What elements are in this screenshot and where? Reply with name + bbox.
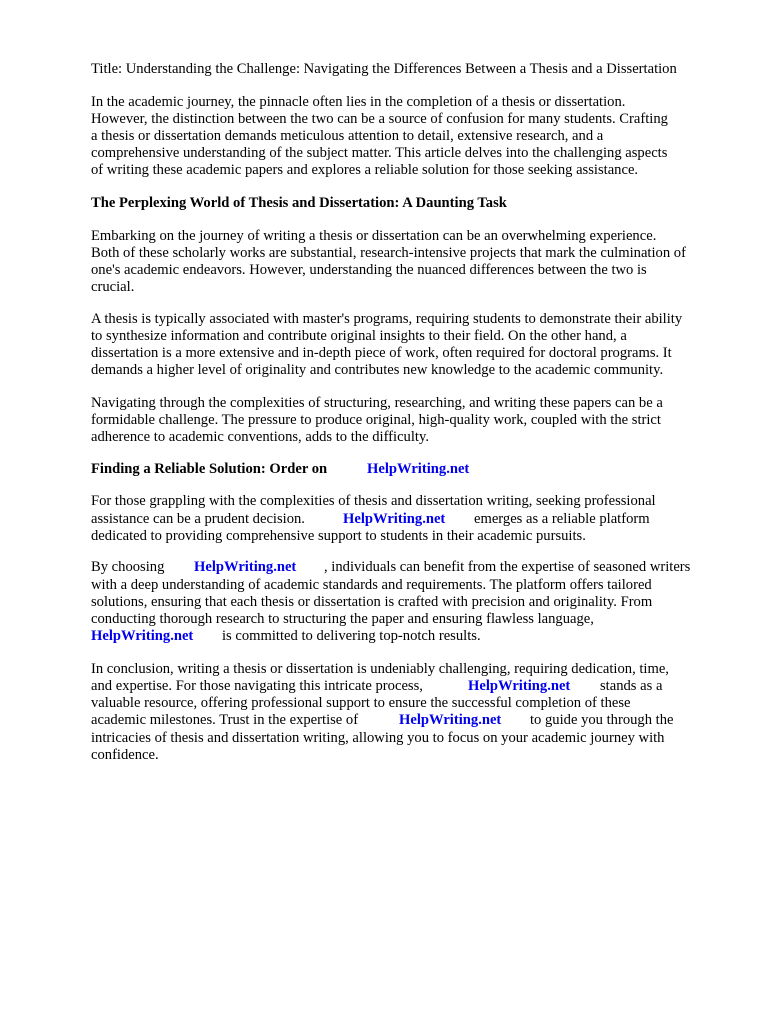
paragraph-line: academic milestones. Trust in the expertise of <box>91 712 359 728</box>
paragraph-line: , individuals can benefit from the expertise of seasoned writers <box>324 559 691 575</box>
helpwriting-link[interactable]: HelpWriting.net <box>343 511 446 527</box>
paragraph-line: intricacies of thesis and dissertation writing, allowing you to focus on your academic journey with <box>91 730 665 746</box>
paragraph-line: assistance can be a prudent decision. <box>91 511 305 527</box>
intro-line: of writing these academic papers and explores a reliable solution for those seeking assistance. <box>91 162 639 178</box>
paragraph-line: dissertation is a more extensive and in-depth piece of work, often required for doctoral programs. It <box>91 345 672 361</box>
paragraph-line: one's academic endeavors. However, understanding the nuanced differences between the two is <box>91 262 647 278</box>
paragraph-line: to synthesize information and contribute original insights to their field. On the other hand, a <box>91 328 627 344</box>
paragraph-line: to guide you through the <box>530 712 674 728</box>
paragraph-line: with a deep understanding of academic standards and requirements. The platform offers tailored <box>91 577 652 593</box>
paragraph-line: adherence to academic conventions, adds to the difficulty. <box>91 429 429 445</box>
paragraph-line: By choosing <box>91 559 165 575</box>
helpwriting-link[interactable]: HelpWriting.net <box>194 559 297 575</box>
helpwriting-link[interactable]: HelpWriting.net <box>468 678 571 694</box>
helpwriting-link[interactable]: HelpWriting.net <box>367 461 470 477</box>
paragraph-line: crucial. <box>91 279 135 295</box>
paragraph-line: is committed to delivering top-notch results. <box>222 628 481 644</box>
paragraph-line: For those grappling with the complexities of thesis and dissertation writing, seeking professional <box>91 493 656 509</box>
paragraph-line: solutions, ensuring that each thesis or dissertation is crafted with precision and originality. From <box>91 594 653 610</box>
intro-line: comprehensive understanding of the subject matter. This article delves into the challenging aspects <box>91 145 668 161</box>
paragraph-line: Both of these scholarly works are substantial, research-intensive projects that mark the culmination of <box>91 245 686 261</box>
paragraph-line: Navigating through the complexities of structuring, researching, and writing these papers can be a <box>91 395 663 411</box>
helpwriting-link[interactable]: HelpWriting.net <box>399 712 502 728</box>
paragraph-line: emerges as a reliable platform <box>474 511 650 527</box>
paragraph-line: In conclusion, writing a thesis or dissertation is undeniably challenging, requiring dedication, time, <box>91 661 669 677</box>
intro-line: a thesis or dissertation demands meticulous attention to detail, extensive research, and a <box>91 128 604 144</box>
paragraph-line: valuable resource, offering professional support to ensure the successful completion of these <box>91 695 631 711</box>
section-heading-reliable-solution: Finding a Reliable Solution: Order on <box>91 461 328 477</box>
paragraph-line: Embarking on the journey of writing a thesis or dissertation can be an overwhelming experience. <box>91 228 657 244</box>
intro-line: However, the distinction between the two can be a source of confusion for many students. Crafting <box>91 111 668 127</box>
paragraph-line: and expertise. For those navigating this intricate process, <box>91 678 423 694</box>
paragraph-line: dedicated to providing comprehensive support to students in their academic pursuits. <box>91 528 586 544</box>
paragraph-line: confidence. <box>91 747 159 763</box>
paragraph-line: demands a higher level of originality and contributes new knowledge to the academic community. <box>91 362 664 378</box>
paragraph-line: formidable challenge. The pressure to produce original, high-quality work, coupled with the strict <box>91 412 661 428</box>
paragraph-line: stands as a <box>600 678 663 694</box>
section-heading-perplexing-world: The Perplexing World of Thesis and Dissertation: A Daunting Task <box>91 195 507 211</box>
paragraph-line: A thesis is typically associated with master's programs, requiring students to demonstrate their ability <box>91 311 683 327</box>
intro-line: In the academic journey, the pinnacle often lies in the completion of a thesis or dissertation. <box>91 94 626 110</box>
paragraph-line: conducting thorough research to structuring the paper and ensuring flawless language, <box>91 611 594 627</box>
helpwriting-link[interactable]: HelpWriting.net <box>91 628 194 644</box>
document-title-line: Title: Understanding the Challenge: Navigating the Differences Between a Thesis and a Dissertation <box>91 61 677 77</box>
